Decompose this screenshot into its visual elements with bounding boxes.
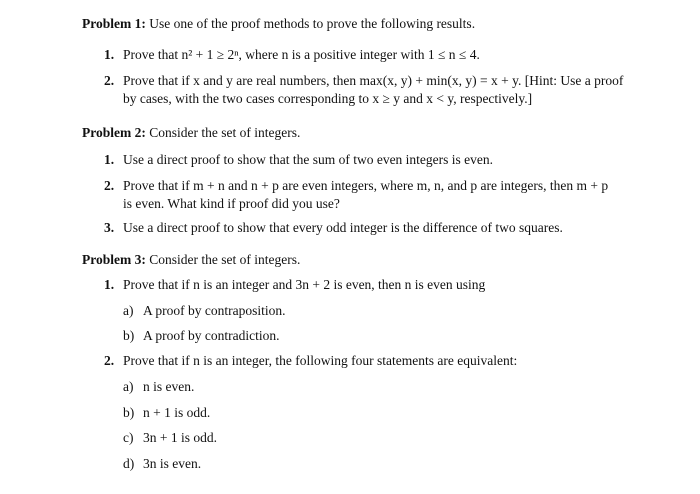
problem-2-heading bbox=[82, 124, 300, 142]
problem-1-label: Problem 1: bbox=[82, 16, 146, 31]
sub-text: 3n is even. bbox=[143, 456, 202, 471]
item-text: Prove that if n is an integer, the following four statements are equivalent: bbox=[123, 353, 518, 368]
problem-3-item-2 bbox=[104, 352, 664, 370]
problem-1-item-2 bbox=[104, 72, 664, 108]
sub-text: A proof by contradiction. bbox=[143, 328, 280, 343]
sub-label: a) bbox=[123, 379, 134, 394]
problem-1-item-1 bbox=[104, 46, 664, 64]
problem-3-intro: Consider the set of integers. bbox=[149, 252, 301, 267]
item-number: 1. bbox=[104, 277, 115, 292]
item-number: 1. bbox=[104, 47, 115, 62]
item-number: 2. bbox=[104, 73, 115, 88]
item-text: Use a direct proof to show that every odd integer is the difference of two squares. bbox=[123, 220, 563, 235]
item-text-continued: is even. What kind if proof did you use? bbox=[123, 196, 340, 211]
problem-3-item-2-sub-a bbox=[123, 378, 194, 396]
item-number: 2. bbox=[104, 178, 115, 193]
item-text: Prove that if m + n and n + p are even integers, where m, n, and p are integers, then m + p bbox=[123, 178, 609, 193]
item-number: 3. bbox=[104, 220, 115, 235]
item-text: Prove that if x and y are real numbers, then max(x, y) + min(x, y) = x + y. [Hint: Use a proof bbox=[123, 73, 624, 88]
problem-2-item-2 bbox=[104, 177, 664, 213]
problem-3-item-2-sub-d bbox=[123, 455, 201, 473]
sub-text: n + 1 is odd. bbox=[143, 405, 211, 420]
sub-label: a) bbox=[123, 303, 134, 318]
item-text: Use a direct proof to show that the sum of two even integers is even. bbox=[123, 152, 494, 167]
problem-3-item-1 bbox=[104, 276, 664, 294]
problem-3-label: Problem 3: bbox=[82, 252, 146, 267]
item-number: 1. bbox=[104, 152, 115, 167]
problem-3-item-2-sub-c bbox=[123, 429, 217, 447]
problem-3-item-1-sub-b bbox=[123, 327, 279, 345]
problem-1-intro: Use one of the proof methods to prove the following results. bbox=[149, 16, 476, 31]
problem-3-heading bbox=[82, 251, 300, 269]
problem-2-item-3 bbox=[104, 219, 664, 237]
sub-label: c) bbox=[123, 430, 134, 445]
problem-2-label: Problem 2: bbox=[82, 125, 146, 140]
sub-label: b) bbox=[123, 328, 135, 343]
sub-label: b) bbox=[123, 405, 135, 420]
item-text: Prove that if n is an integer and 3n + 2 is even, then n is even using bbox=[123, 277, 486, 292]
problem-3-item-2-sub-b bbox=[123, 404, 210, 422]
problem-1-heading bbox=[82, 15, 475, 33]
problem-2-item-1 bbox=[104, 151, 664, 169]
sub-text: 3n + 1 is odd. bbox=[143, 430, 217, 445]
problem-2-intro: Consider the set of integers. bbox=[149, 125, 301, 140]
sub-text: A proof by contraposition. bbox=[143, 303, 286, 318]
item-text-continued: by cases, with the two cases corresponding to x ≥ y and x < y, respectively.] bbox=[123, 91, 533, 106]
problem-3-item-1-sub-a bbox=[123, 302, 285, 320]
item-number: 2. bbox=[104, 353, 115, 368]
sub-label: d) bbox=[123, 456, 135, 471]
item-text: Prove that n² + 1 ≥ 2ⁿ, where n is a positive integer with 1 ≤ n ≤ 4. bbox=[123, 47, 480, 62]
sub-text: n is even. bbox=[143, 379, 195, 394]
